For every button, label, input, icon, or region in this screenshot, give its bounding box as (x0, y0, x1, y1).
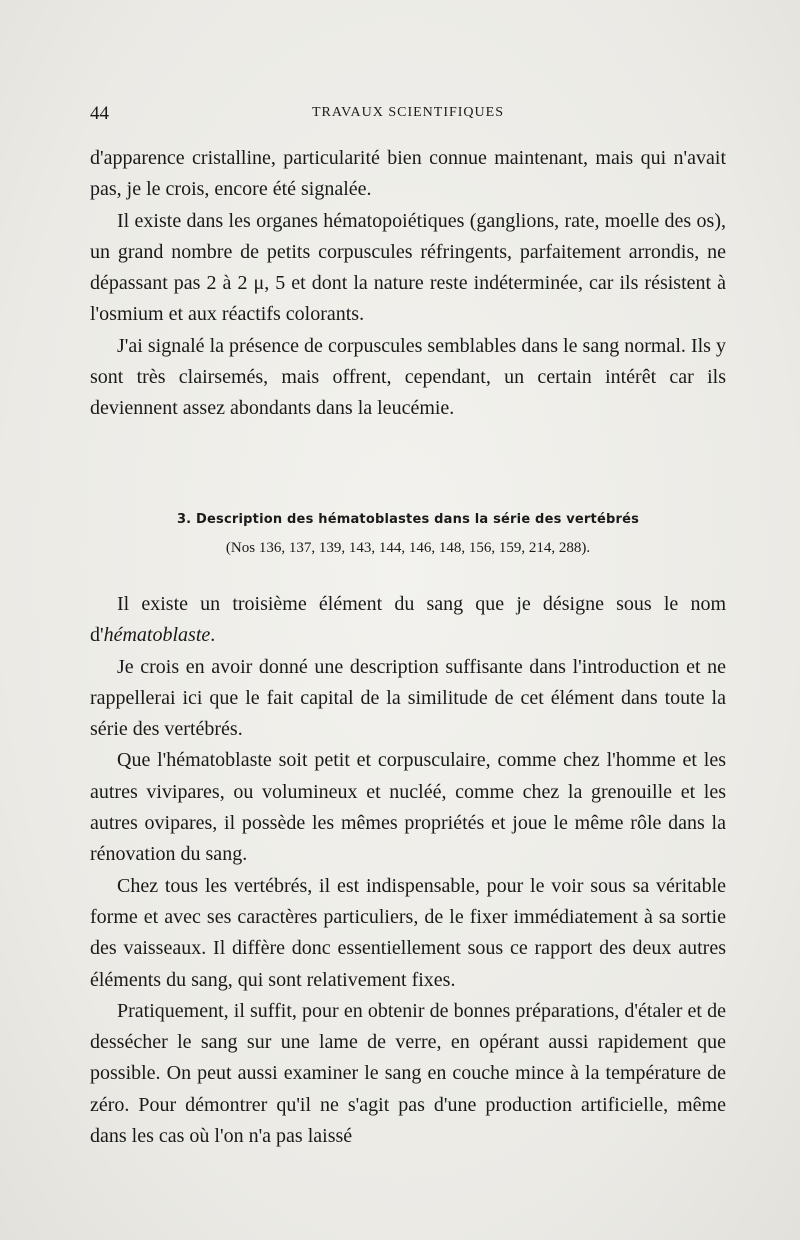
section-references: (Nos 136, 137, 139, 143, 144, 146, 148, 156, 159, 214, 288). (225, 540, 591, 556)
paragraph-text: . (210, 624, 216, 647)
italic-term: hématoblaste (103, 624, 211, 647)
section-title: 3. Description des hématoblastes dans la série des vertébrés (176, 512, 640, 527)
paragraph: Chez tous les vertébrés, il est indispensable, pour le voir sous sa véritable forme et avec ses caractères particuliers, de le fixer immédiatement à sa sortie des vaisseaux. Il diffère donc essentiellement sous ce rapport des deux autres éléments du sang, qui sont relativement fixes. (90, 874, 726, 991)
page-number: 44 (90, 103, 109, 124)
paragraph: d'apparence cristalline, particularité bien connue maintenant, mais qui n'avait pas, je le crois, encore été signalée. (90, 147, 726, 201)
running-title: TRAVAUX SCIENTIFIQUES (311, 105, 504, 120)
paragraph (90, 589, 726, 652)
paragraph: Je crois en avoir donné une description suffisante dans l'introduction et ne rappellerai ici que le fait capital de la similitude de cet élément dans toute la série des vertébrés. (90, 655, 726, 741)
paragraph: Que l'hématoblaste soit petit et corpusculaire, comme chez l'homme et les autres vivipares, ou volumineux et nucléé, comme chez la grenouille et les autres ovipares, il possède les mêmes propriétés et joue le même rôle dans la rénovation du sang. (90, 749, 726, 866)
paragraph-text: Il existe un troisième élément du sang que je désigne sous le nom d' (90, 593, 726, 647)
page-header (90, 103, 726, 127)
paragraph: Il existe dans les organes hématopoiétiques (ganglions, rate, moelle des os), un grand nombre de petits corpuscules réfringents, parfaitement arrondis, ne dépassant pas 2 à 2 μ, 5 et dont la nature reste indéterminée, car ils résistent à l'osmium et aux réactifs colorants. (90, 209, 726, 326)
body-text-bottom (90, 589, 726, 1152)
paragraph: J'ai signalé la présence de corpuscules semblables dans le sang normal. Ils y sont très clairsemés, mais offrent, cependant, un certain intérêt car ils deviennent assez abondants dans la leucémie. (90, 334, 726, 420)
paragraph: Pratiquement, il suffit, pour en obtenir de bonnes préparations, d'étaler et de dessécher le sang sur une lame de verre, en opérant aussi rapidement que possible. On peut aussi examiner le sang en couche mince à la température de zéro. Pour démontrer qu'il ne s'agit pas d'une production artificielle, même dans les cas où l'on n'a pas laissé (90, 999, 726, 1148)
body-text-top (90, 143, 726, 425)
